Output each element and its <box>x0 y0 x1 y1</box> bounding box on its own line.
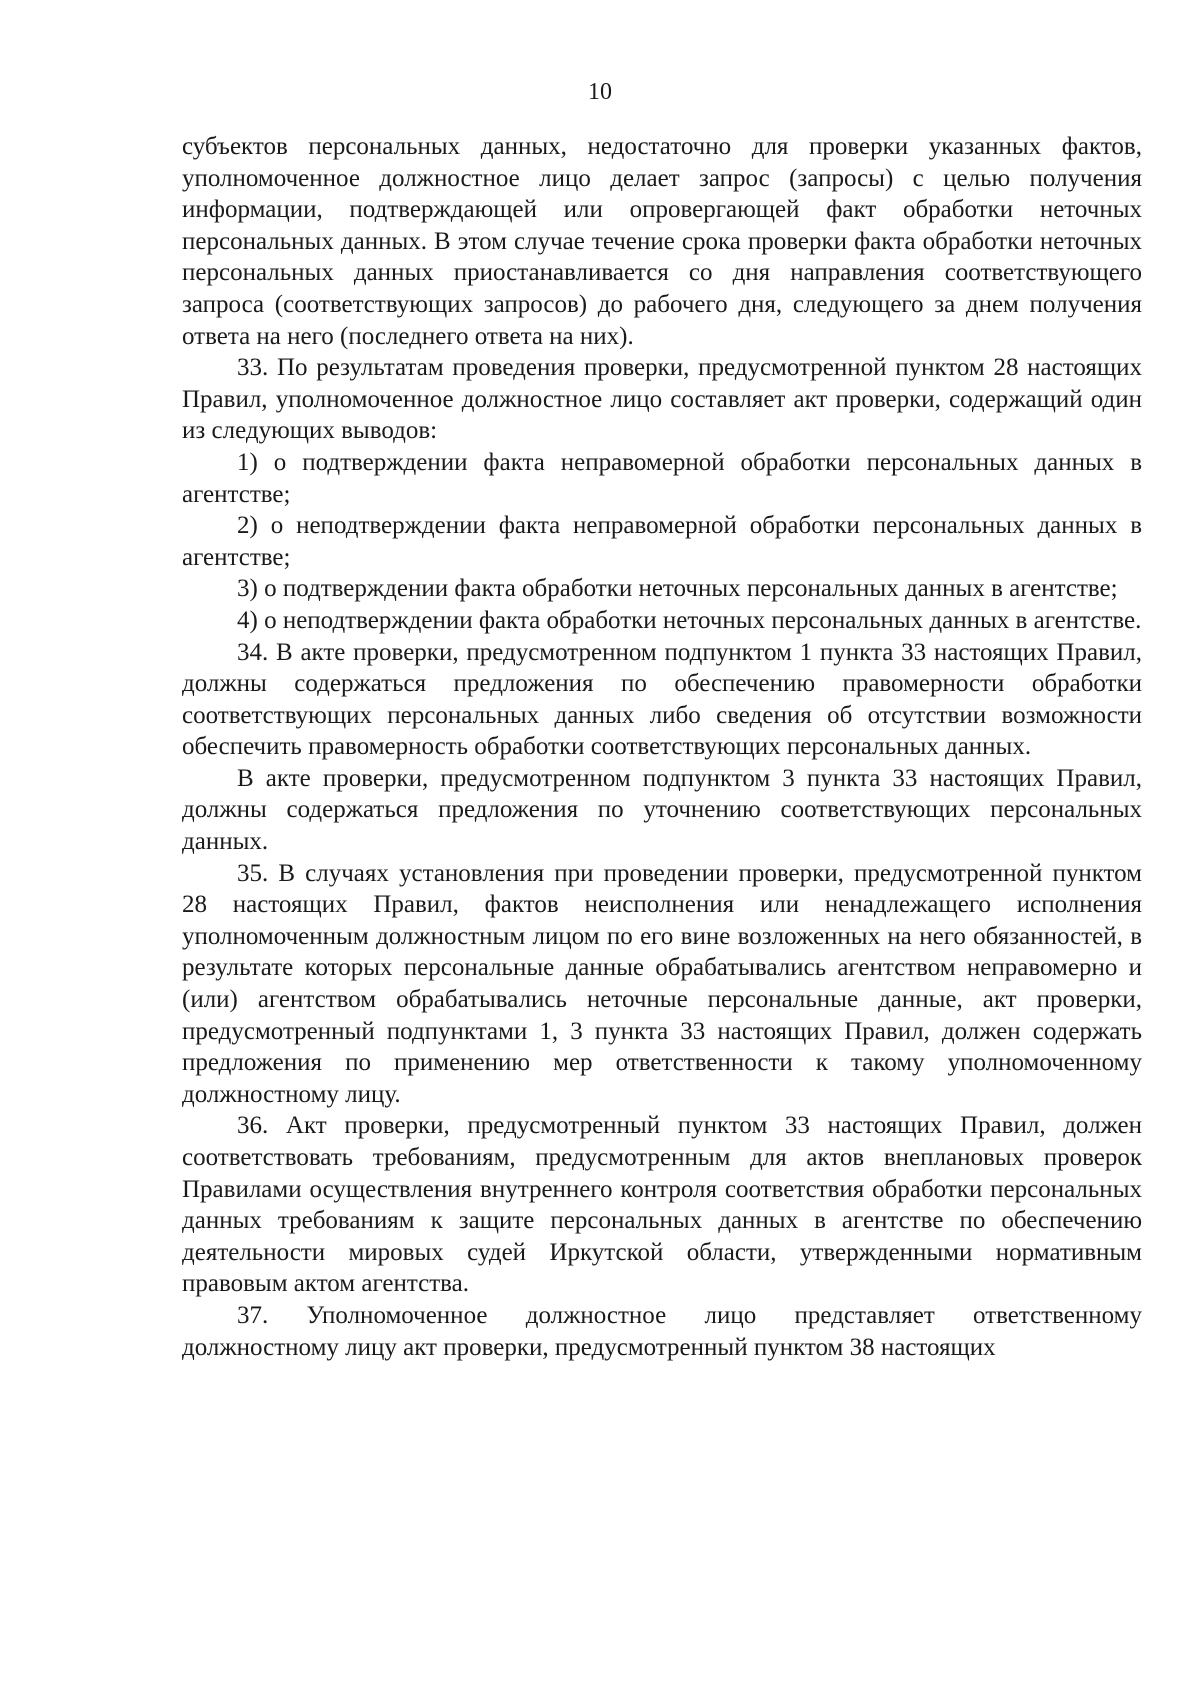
paragraph-34: 34. В акте проверки, предусмотренном подпунктом 1 пункта 33 настоящих Правил, должны содержаться предложения по обеспечению правомерности обработки соответствующих персональных данных либо сведения об отсутствии возможности обеспечить правомерность обработки соответствующих персональных данных. <box>182 638 1142 761</box>
page-number: 10 <box>588 79 612 105</box>
paragraph-34-continued: В акте проверки, предусмотренном подпунктом 3 пункта 33 настоящих Правил, должны содержаться предложения по уточнению соответствующих персональных данных. <box>182 764 1142 856</box>
paragraph-36: 36. Акт проверки, предусмотренный пунктом 33 настоящих Правил, должен соответствовать требованиям, предусмотренным для актов внеплановых проверок Правилами осуществления внутреннего контроля соответствия обработки персональных данных требованиям к защите персональных данных в агентстве по обеспечению деятельности мировых судей Иркутской области, утвержденными нормативным правовым актом агентства. <box>182 1112 1142 1298</box>
paragraph-33: 33. По результатам проведения проверки, предусмотренной пунктом 28 настоящих Правил, уполномоченное должностное лицо составляет акт проверки, содержащий один из следующих выводов: <box>182 354 1142 445</box>
document-body <box>182 131 1142 1363</box>
list-item-1: 1) о подтверждении факта неправомерной обработки персональных данных в агентстве; <box>182 448 1142 508</box>
paragraph-continuation: субъектов персональных данных, недостаточно для проверки указанных фактов, уполномоченное должностное лицо делает запрос (запросы) с целью получения информации, подтверждающей или опровергающей факт обработки неточных персональных данных. В этом случае течение срока проверки факта обработки неточных персональных данных приостанавливается со дня направления соответствующего запроса (соответствующих запросов) до рабочего дня, следующего за днем получения ответа на него (последнего ответа на них). <box>182 133 1142 350</box>
paragraph-37: 37. Уполномоченное должностное лицо представляет ответственному должностному лицу акт проверки, предусмотренный пунктом 38 настоящих <box>182 1301 1142 1361</box>
list-item-4: 4) о неподтверждении факта обработки неточных персональных данных в агентстве. <box>237 606 1142 634</box>
list-item-2: 2) о неподтверждении факта неправомерной обработки персональных данных в агентстве; <box>182 512 1142 571</box>
list-item-3: 3) о подтверждении факта обработки неточных персональных данных в агентстве; <box>237 575 1118 603</box>
paragraph-35: 35. В случаях установления при проведении проверки, предусмотренной пунктом 28 настоящих Правил, фактов неисполнения или ненадлежащего исполнения уполномоченным должностным лицом по его вине возложенных на него обязанностей, в результате которых персональные данные обрабатывались агентством неправомерно и (или) агентством обрабатывались неточные персональные данные, акт проверки, предусмотренный подпунктами 1, 3 пункта 33 настоящих Правил, должен содержать предложения по применению мер ответственности к такому уполномоченному должностному лицу. <box>182 859 1142 1108</box>
